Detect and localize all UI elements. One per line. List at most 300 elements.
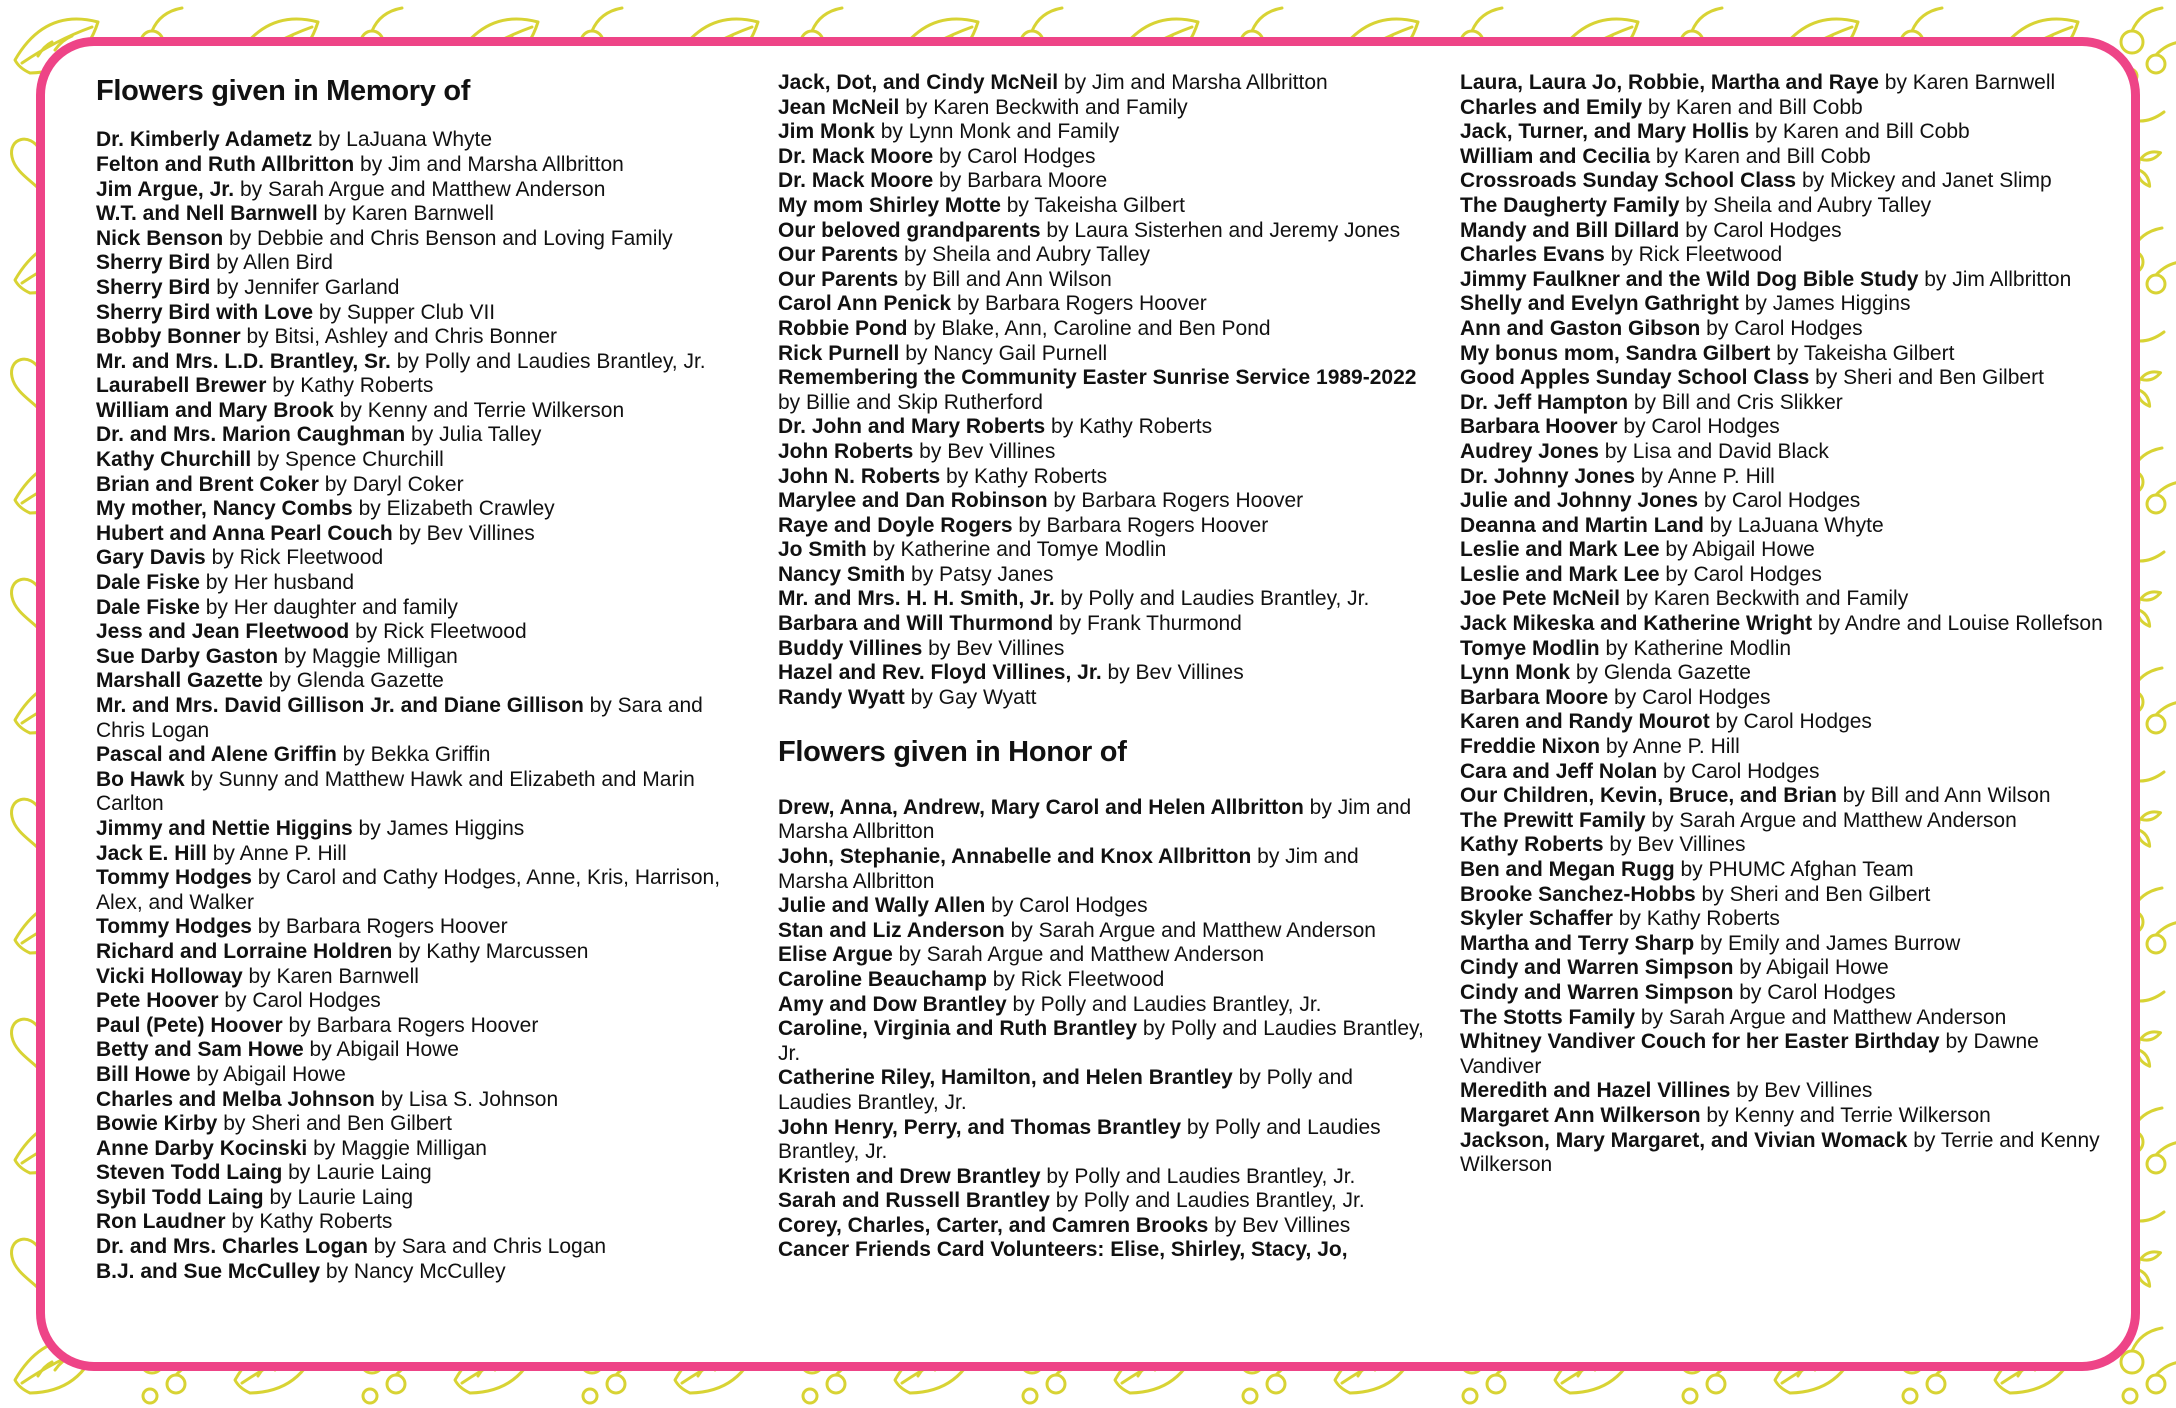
given-by: by Kathy Roberts [266,374,434,398]
honoree-name: Buddy Villines [778,636,923,660]
honoree-name: Dr. Jeff Hampton [1460,390,1629,414]
memorial-entry [778,415,1430,440]
given-by: by PHUMC Afghan Team [1674,858,1914,881]
honoree-name: Charles and Melba Johnson [96,1087,375,1111]
memorial-entry [96,1210,748,1235]
honoree-name: Audrey Jones [1460,439,1599,463]
given-by: by Barbara Rogers Hoover [251,915,508,939]
given-by: by Kenny and Terrie Wilkerson [333,398,625,422]
given-by: by Blake, Ann, Caroline and Ben Pond [907,316,1271,340]
given-by: by Rick Fleetwood [986,967,1165,991]
memorial-entry [1460,661,2112,686]
honoree-name: The Daugherty Family [1460,193,1680,217]
memorial-entry [1460,96,2112,121]
memorial-entry [1460,637,2112,662]
honoree-name: Tomye Modlin [1460,636,1600,660]
memorial-entry [1460,514,2112,539]
honoree-name: Jim Argue, Jr. [96,177,235,201]
honoree-name: Barbara Hoover [1460,415,1618,439]
given-by: by Carol Hodges [1698,489,1861,513]
honoree-name: John N. Roberts [778,464,941,488]
column-2 [778,71,1430,1343]
given-by: by Carol Hodges [933,144,1096,168]
given-by: by Frank Thurmond [1053,612,1242,636]
honoree-name: Jack, Dot, and Cindy McNeil [778,71,1059,94]
honoree-name: W.T. and Nell Barnwell [96,202,318,226]
honoree-name: Remembering the Community Easter Sunrise Service 1989-2022 [778,366,1417,390]
honoree-name: The Stotts Family [1460,1005,1636,1029]
honoree-name: Dr. Johnny Jones [1460,464,1636,488]
honoree-name: Randy Wyatt [778,685,905,709]
memorial-entry [96,301,748,326]
honoree-name: Ben and Megan Rugg [1460,858,1675,881]
honoree-name: Elise Argue [778,943,893,967]
memorial-entry [96,940,748,965]
honoree-name: Lynn Monk [1460,661,1571,685]
given-by: by Polly and Laudies Brantley, Jr. [1049,1189,1365,1213]
given-by: by Polly and Laudies Brantley, Jr. [778,1017,1424,1065]
memorial-entry [1460,219,2112,244]
memorial-entry [96,965,748,990]
given-by: by Karen Barnwell [242,964,419,988]
memorial-entry [96,497,748,522]
memorial-entry [96,768,748,817]
honoree-name: Bowie Kirby [96,1112,218,1136]
given-by: by Bev Villines [1603,833,1746,857]
honoree-name: Pascal and Alene Griffin [96,743,337,767]
given-by: by Karen Beckwith and Family [1619,587,1909,611]
memorial-entry [1460,932,2112,957]
memorial-entry [1460,612,2112,637]
memorial-entry [1460,243,2112,268]
memorial-entry [778,465,1430,490]
given-by: by Emily and James Burrow [1694,931,1961,955]
given-by: by Sarah Argue and Matthew Anderson [1635,1005,2007,1029]
honoree-name: Mr. and Mrs. L.D. Brantley, Sr. [96,349,391,373]
memorial-entry [96,1088,748,1113]
honoree-name: Richard and Lorraine Holdren [96,939,393,963]
memorial-entry [778,1165,1430,1190]
memorial-entry [96,202,748,227]
given-by: by Bill and Ann Wilson [1836,784,2051,808]
memorial-entry [778,993,1430,1018]
given-by: by Daryl Coker [318,472,464,496]
honoree-name: Bill Howe [96,1062,191,1086]
honoree-name: Shelly and Evelyn Gathright [1460,292,1739,316]
given-by: by Terrie and Kenny Wilkerson [1460,1128,2100,1177]
given-by: by Carol Hodges [1659,562,1822,586]
given-by: by Polly and Laudies Brantley, Jr. [1040,1164,1356,1188]
honoree-name: Felton and Ruth Allbritton [96,152,355,176]
memorial-entry [1460,366,2112,391]
memorial-entry [1460,809,2112,834]
memorial-entry [1460,956,2112,981]
given-by: by Bev Villines [1101,661,1244,685]
honoree-name: Dr. Mack Moore [778,144,934,168]
memorial-entry [1460,317,2112,342]
given-by: by Kenny and Terrie Wilkerson [1700,1103,1991,1127]
memorial-entry [778,194,1430,219]
honoree-name: Sue Darby Gaston [96,644,279,668]
given-by: by Glenda Gazette [1570,661,1751,685]
given-by: by Anne P. Hill [206,841,347,865]
honoree-name: Julie and Johnny Jones [1460,489,1699,513]
memorial-entry [96,989,748,1014]
given-by: by Kathy Marcussen [392,939,589,963]
given-by: by Carol Hodges [1709,710,1872,734]
honoree-name: Dr. John and Mary Roberts [778,415,1046,439]
honoree-name: Dr. Mack Moore [778,169,934,193]
honoree-name: Leslie and Mark Lee [1460,538,1660,562]
given-by: by Rick Fleetwood [205,546,384,570]
honoree-name: Anne Darby Kocinski [96,1136,308,1160]
given-by: by Mickey and Janet Slimp [1796,169,2052,193]
given-by: by Barbara Moore [933,169,1108,193]
honoree-name: Nick Benson [96,226,224,250]
honoree-name: Jimmy Faulkner and the Wild Dog Bible Study [1460,267,1919,291]
given-by: by Bitsi, Ashley and Chris Bonner [240,325,557,349]
given-by: by Carol Hodges [218,989,381,1013]
given-by: by Sunny and Matthew Hawk and Elizabeth and Marin Carlton [96,767,695,816]
memorial-entry [1460,342,2112,367]
honoree-name: Cindy and Warren Simpson [1460,980,1734,1004]
column-1 [96,71,748,1343]
memorial-entry [96,251,748,276]
honoree-name: Martha and Terry Sharp [1460,931,1695,955]
memorial-entry [778,538,1430,563]
honoree-name: Our Parents [778,267,899,291]
memorial-entry [1460,1079,2112,1104]
honoree-name: Amy and Dow Brantley [778,992,1007,1016]
given-by: by Bev Villines [922,636,1065,660]
given-by: by Bev Villines [913,439,1056,463]
memorial-entry [1460,145,2112,170]
memorial-entry [1460,169,2112,194]
given-by: by Takeisha Gilbert [1770,341,1955,365]
given-by: by Sarah Argue and Matthew Anderson [1645,808,2017,832]
honoree-name: Tommy Hodges [96,915,252,939]
given-by: by Takeisha Gilbert [1000,193,1185,217]
memorial-entry [778,563,1430,588]
memorial-entry [96,374,748,399]
memorial-entry [1460,391,2112,416]
honoree-name: Bo Hawk [96,767,185,791]
memorial-entry [1460,563,2112,588]
given-by: by Sarah Argue and Matthew Anderson [1004,918,1376,942]
given-by: by Sarah Argue and Matthew Anderson [892,943,1265,967]
honoree-name: Stan and Liz Anderson [778,918,1005,942]
memorial-entry [1460,760,2112,785]
honoree-name: Brian and Brent Coker [96,472,319,496]
memorial-entry [778,145,1430,170]
given-by: by Karen Barnwell [317,202,494,226]
honoree-name: Jack, Turner, and Mary Hollis [1460,120,1750,144]
honoree-name: Kathy Churchill [96,448,252,472]
given-by: by Kathy Roberts [940,464,1108,488]
given-by: by Polly and Laudies Brantley, Jr. [778,1066,1353,1114]
memorial-entry [1460,465,2112,490]
given-by: by Billie and Skip Rutherford [778,390,1043,414]
given-by: by Nancy McCulley [320,1259,506,1283]
honoree-name: Ron Laudner [96,1210,226,1234]
honoree-name: Brooke Sanchez-Hobbs [1460,882,1696,906]
memorial-entry [96,1161,748,1186]
honoree-name: Caroline, Virginia and Ruth Brantley [778,1017,1138,1041]
honoree-name: William and Cecilia [1460,144,1651,168]
given-by: by Kathy Roberts [1612,907,1780,931]
memorial-entry [96,1112,748,1137]
memorial-entry [778,796,1430,845]
given-by: by Barbara Rogers Hoover [1047,489,1304,513]
given-by: by Anne P. Hill [1635,464,1775,488]
memorial-entry [778,292,1430,317]
honoree-name: Jess and Jean Fleetwood [96,620,350,644]
memorial-entry [96,399,748,424]
given-by: by Barbara Rogers Hoover [1012,513,1269,537]
given-by: by Karen and Bill Cobb [1749,120,1970,144]
memorial-entry [778,71,1430,96]
memorial-entry [778,1189,1430,1214]
memorial-entry [778,894,1430,919]
memorial-entry [1460,292,2112,317]
memorial-entry [778,943,1430,968]
given-by: by James Higgins [1738,292,1911,316]
honoree-name: Bobby Bonner [96,325,241,349]
memorial-entry [778,489,1430,514]
honoree-name: Crossroads Sunday School Class [1460,169,1797,193]
honoree-name: Catherine Riley, Hamilton, and Helen Brantley [778,1066,1233,1090]
honoree-name: The Prewitt Family [1460,808,1646,832]
honoree-name: Margaret Ann Wilkerson [1460,1103,1701,1127]
honoree-name: Jack E. Hill [96,841,207,865]
given-by: by LaJuana Whyte [1703,513,1884,537]
given-by: by Nancy Gail Purnell [899,341,1108,365]
memorial-entry [778,686,1430,711]
given-by: by Carol Hodges [1617,415,1780,439]
honoree-name: Sherry Bird [96,275,211,299]
given-by: by James Higgins [352,816,525,840]
memorial-entry [1460,587,2112,612]
memorial-entry [96,522,748,547]
given-by: by Lisa and David Black [1598,439,1829,463]
memorial-entry [96,743,748,768]
honoree-name: My mother, Nancy Combs [96,497,353,521]
honoree-name: Meredith and Hazel Villines [1460,1079,1731,1103]
given-by: by Polly and Laudies Brantley, Jr. [390,349,706,373]
memorial-entry [1460,1006,2112,1031]
given-by: by Supper Club VII [313,300,496,324]
memorial-entry [778,1214,1430,1239]
given-by: by Carol Hodges [1700,316,1863,340]
honoree-name: Sarah and Russell Brantley [778,1189,1050,1213]
given-by: by Polly and Laudies Brantley, Jr. [1054,587,1370,611]
given-by: by Glenda Gazette [262,669,444,693]
given-by: by Carol Hodges [1608,685,1771,709]
given-by: by Debbie and Chris Benson and Loving Family [223,226,673,250]
honoree-name: Paul (Pete) Hoover [96,1013,283,1037]
honoree-name: My bonus mom, Sandra Gilbert [1460,341,1771,365]
given-by: by Dawne Vandiver [1460,1030,2039,1078]
honoree-name: Robbie Pond [778,316,908,340]
honoree-name: Sherry Bird with Love [96,300,314,324]
given-by: by Her daughter and family [199,595,458,619]
honoree-name: Charles and Emily [1460,95,1643,119]
memorial-entry [778,612,1430,637]
memorial-entry [96,866,748,915]
given-by: by Elizabeth Crawley [352,497,555,521]
given-by: by Sheri and Ben Gilbert [217,1112,452,1136]
memorial-entry [96,227,748,252]
memorial-entry [96,669,748,694]
honoree-name: Our beloved grandparents [778,218,1041,242]
memorial-entry [1460,833,2112,858]
given-by: by Allen Bird [210,251,333,275]
memorial-entry [96,817,748,842]
memorial-entry [778,366,1430,415]
memory-section-title: Flowers given in Memory of [96,75,471,107]
given-by: by Abigail Howe [303,1038,459,1062]
given-by: by Bill and Ann Wilson [898,267,1112,291]
memorial-entry [1460,440,2112,465]
given-by: by Karen and Bill Cobb [1642,95,1863,119]
memorial-entry [1460,538,2112,563]
honoree-name: Dr. and Mrs. Charles Logan [96,1235,368,1259]
memorial-entry [1460,883,2112,908]
honoree-name: Betty and Sam Howe [96,1038,304,1062]
given-by: by Abigail Howe [1659,538,1815,562]
honoree-name: Julie and Wally Allen [778,894,986,918]
honoree-name: Steven Todd Laing [96,1161,283,1185]
memorial-entry [1460,1030,2112,1079]
given-by: by Jim Allbritton [1918,267,2072,291]
memorial-entry [96,1235,748,1260]
column-3 [1460,71,2112,1343]
honoree-name: Rick Purnell [778,341,900,365]
given-by: by Kathy Roberts [1045,415,1213,439]
given-by: by Lisa S. Johnson [374,1087,559,1111]
honoree-name: Our Children, Kevin, Bruce, and Brian [1460,784,1837,808]
memorial-entry [1460,71,2112,96]
memorial-entry [96,350,748,375]
memorial-entry [778,637,1430,662]
honoree-name: Raye and Doyle Rogers [778,513,1013,537]
honoree-name: Jean McNeil [778,95,900,119]
memorial-entry [96,1063,748,1088]
memorial-entry [1460,710,2112,735]
honoree-name: Jack Mikeska and Katherine Wright [1460,612,1813,636]
memorial-entry [1460,907,2112,932]
honoree-name: Good Apples Sunday School Class [1460,366,1810,390]
memorial-entry [1460,194,2112,219]
given-by: by Jim and Marsha Allbritton [354,152,624,176]
given-by: by Sheri and Ben Gilbert [1695,882,1931,906]
memorial-entry [778,1066,1430,1115]
given-by: by Sheri and Ben Gilbert [1809,366,2044,390]
memorial-entry [1460,1104,2112,1129]
memorial-entry [778,120,1430,145]
given-by: by Jim and Marsha Allbritton [778,844,1359,893]
given-by: by Carol Hodges [985,894,1148,918]
given-by: by Maggie Milligan [278,644,458,668]
given-by: by Laura Sisterhen and Jeremy Jones [1040,218,1401,242]
memorial-entry [96,1186,748,1211]
honoree-name: Jim Monk [778,120,875,144]
honoree-name: John Henry, Perry, and Thomas Brantley [778,1115,1181,1139]
given-by: by Polly and Laudies Brantley, Jr. [778,1115,1381,1164]
given-by: by Katherine Modlin [1599,636,1792,660]
given-by: by Carol Hodges [1733,980,1896,1004]
honoree-name: Whitney Vandiver Couch for her Easter Birthday [1460,1030,1940,1054]
honoree-name: William and Mary Brook [96,398,334,422]
given-by: by Bill and Cris Slikker [1628,390,1843,414]
honoree-name: Dr. and Mrs. Marion Caughman [96,423,406,447]
memorial-entry [96,620,748,645]
honoree-name: Tommy Hodges [96,866,252,890]
given-by: by Patsy Janes [905,562,1054,586]
honoree-name: Corey, Charles, Carter, and Camren Brooks [778,1213,1209,1237]
given-by: by Laurie Laing [282,1161,432,1185]
given-by: by Carol Hodges [1657,759,1820,783]
given-by: by Gay Wyatt [904,685,1037,709]
honoree-name: Jo Smith [778,538,867,562]
honoree-name: Hubert and Anna Pearl Couch [96,521,393,545]
honoree-name: Hazel and Rev. Floyd Villines, Jr. [778,661,1102,685]
given-by: by Bev Villines [1730,1079,1873,1103]
memorial-entry [96,448,748,473]
given-by: by Karen Barnwell [1878,71,2056,94]
honoree-name: Cancer Friends Card Volunteers: Elise, Shirley, Stacy, Jo, [778,1238,1348,1262]
memorial-entry [778,169,1430,194]
given-by: by Her husband [199,571,355,595]
honoree-name: Barbara Moore [1460,685,1609,709]
given-by: by Rick Fleetwood [349,620,527,644]
memorial-entry [96,423,748,448]
given-by: by Bev Villines [392,521,535,545]
honoree-name: Vicki Holloway [96,964,243,988]
memorial-entry [96,1038,748,1063]
honoree-name: Freddie Nixon [1460,735,1601,759]
honoree-name: Mandy and Bill Dillard [1460,218,1680,242]
memorial-entry [1460,858,2112,883]
honoree-name: Pete Hoover [96,989,219,1013]
memorial-entry [96,178,748,203]
memorial-entry [778,342,1430,367]
memorial-entry [96,1014,748,1039]
memorial-entry [778,219,1430,244]
given-by: by Abigail Howe [1733,956,1889,980]
honoree-name: Jimmy and Nettie Higgins [96,816,353,840]
given-by: by Andre and Louise Rollefson [1812,612,2103,636]
memorial-entry [96,915,748,940]
honoree-name: Dale Fiske [96,595,200,619]
memorial-entry [96,1137,748,1162]
given-by: by Maggie Milligan [307,1136,487,1160]
memorial-entry [1460,686,2112,711]
memorial-entry [778,1116,1430,1165]
honoree-name: Dr. Kimberly Adametz [96,128,313,152]
honoree-name: Ann and Gaston Gibson [1460,316,1701,340]
given-by: by Lynn Monk and Family [874,120,1120,144]
given-by: by LaJuana Whyte [312,128,493,152]
honoree-name: Cindy and Warren Simpson [1460,956,1734,980]
given-by: by Jim and Marsha Allbritton [778,795,1412,844]
honoree-name: Nancy Smith [778,562,906,586]
honoree-name: Sherry Bird [96,251,211,275]
honoree-name: Skyler Schaffer [1460,907,1613,931]
honoree-name: Our Parents [778,243,899,267]
given-by: by Bekka Griffin [336,743,491,767]
honoree-name: Dale Fiske [96,571,200,595]
